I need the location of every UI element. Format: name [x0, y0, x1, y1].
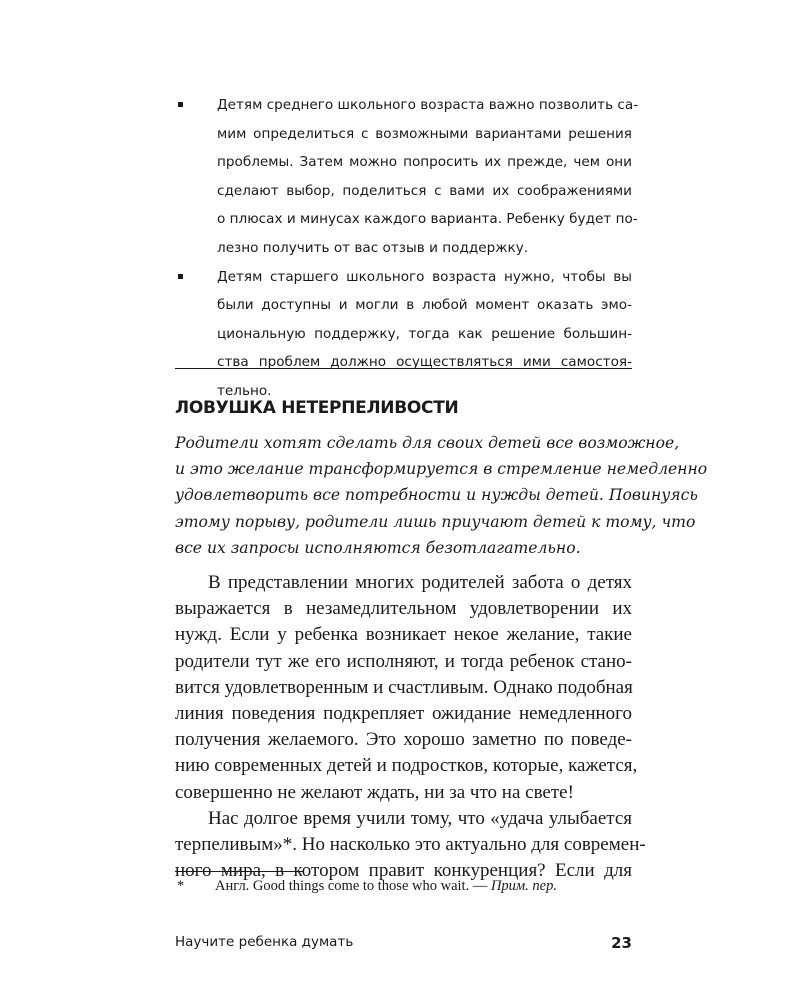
page-number: 23	[611, 934, 632, 952]
text-line: получения желаемого. Это хорошо заметно по поведе-	[175, 729, 632, 751]
text-line: выражается в незамедлительном удовлетворении их	[175, 598, 632, 620]
footnote-marker: *	[177, 878, 185, 894]
section-heading: ЛОВУШКА НЕТЕРПЕЛИВОСТИ	[175, 398, 459, 418]
text-line: сделают выбор, поделиться с вами их соображениями	[217, 182, 632, 199]
bullet-square-icon	[178, 102, 183, 107]
text-line: Детям среднего школьного возраста важно позволить са-	[217, 97, 639, 113]
text-line: Нас долгое время учили тому, что «удача улыбается	[208, 807, 632, 829]
text-line: ного мира, в котором правит конкуренция? Если для	[175, 860, 632, 882]
running-title: Научите ребенка думать	[175, 934, 354, 950]
page-footer	[175, 934, 632, 950]
section-divider	[175, 368, 632, 369]
bullet-list	[175, 91, 639, 406]
text-line: были доступны и могли в любой момент оказать эмо-	[217, 297, 632, 314]
text-line: лезно получить от вас отзыв и поддержку.	[217, 239, 529, 256]
text-line: нужд. Если у ребенка возникает некое желание, такие	[175, 624, 632, 646]
bullet-square-icon	[178, 274, 183, 279]
lead-paragraph	[175, 430, 708, 561]
body-text	[175, 570, 646, 884]
text-line: Родители хотят сделать для своих детей все возможное,	[175, 434, 680, 452]
text-line: родители тут же его исполняют, и тогда ребенок стано-	[175, 650, 632, 672]
text-line: терпеливым»*. Но насколько это актуально для современ-	[175, 833, 646, 855]
text-line: о плюсах и минусах каждого варианта. Ребенку будет по-	[217, 211, 638, 228]
text-line: все их запросы исполняются безотлагательно.	[175, 538, 581, 557]
footnote-divider	[175, 871, 303, 872]
bullet-item	[175, 263, 632, 406]
text-line: мим определиться с возможными вариантами решения	[217, 125, 632, 142]
text-line: совершенно не желают ждать, ни за что на свете!	[175, 781, 574, 803]
text-line: Детям старшего школьного возраста нужно, чтобы вы	[217, 268, 632, 285]
text-line: В представлении многих родителей забота о детях	[208, 572, 632, 593]
text-line: этому порыву, родители лишь приучают детей к тому, что	[175, 512, 696, 531]
text-line: нию современных детей и подростков, которые, кажется,	[175, 755, 638, 777]
text-line: и это желание трансформируется в стремление немедленно	[175, 460, 708, 479]
bullet-item	[175, 91, 639, 263]
footnote-note: Прим. пер.	[490, 878, 557, 894]
text-line: удовлетворить все потребности и нужды детей. Повинуясь	[175, 486, 698, 505]
text-line: проблемы. Затем можно попросить их прежде, чем они	[217, 154, 632, 171]
text-line: тельно.	[217, 382, 272, 399]
text-line: ства проблем должно осуществляться ими самостоя-	[217, 354, 632, 371]
text-line: линия поведения подкрепляет ожидание немедленного	[175, 702, 632, 724]
text-line: вится удовлетворенным и счастливым. Однако подобная	[175, 676, 633, 698]
footnote-text: Англ. Good things come to those who wait. —	[215, 878, 491, 894]
text-line: циональную поддержку, тогда как решение большин-	[217, 325, 632, 342]
